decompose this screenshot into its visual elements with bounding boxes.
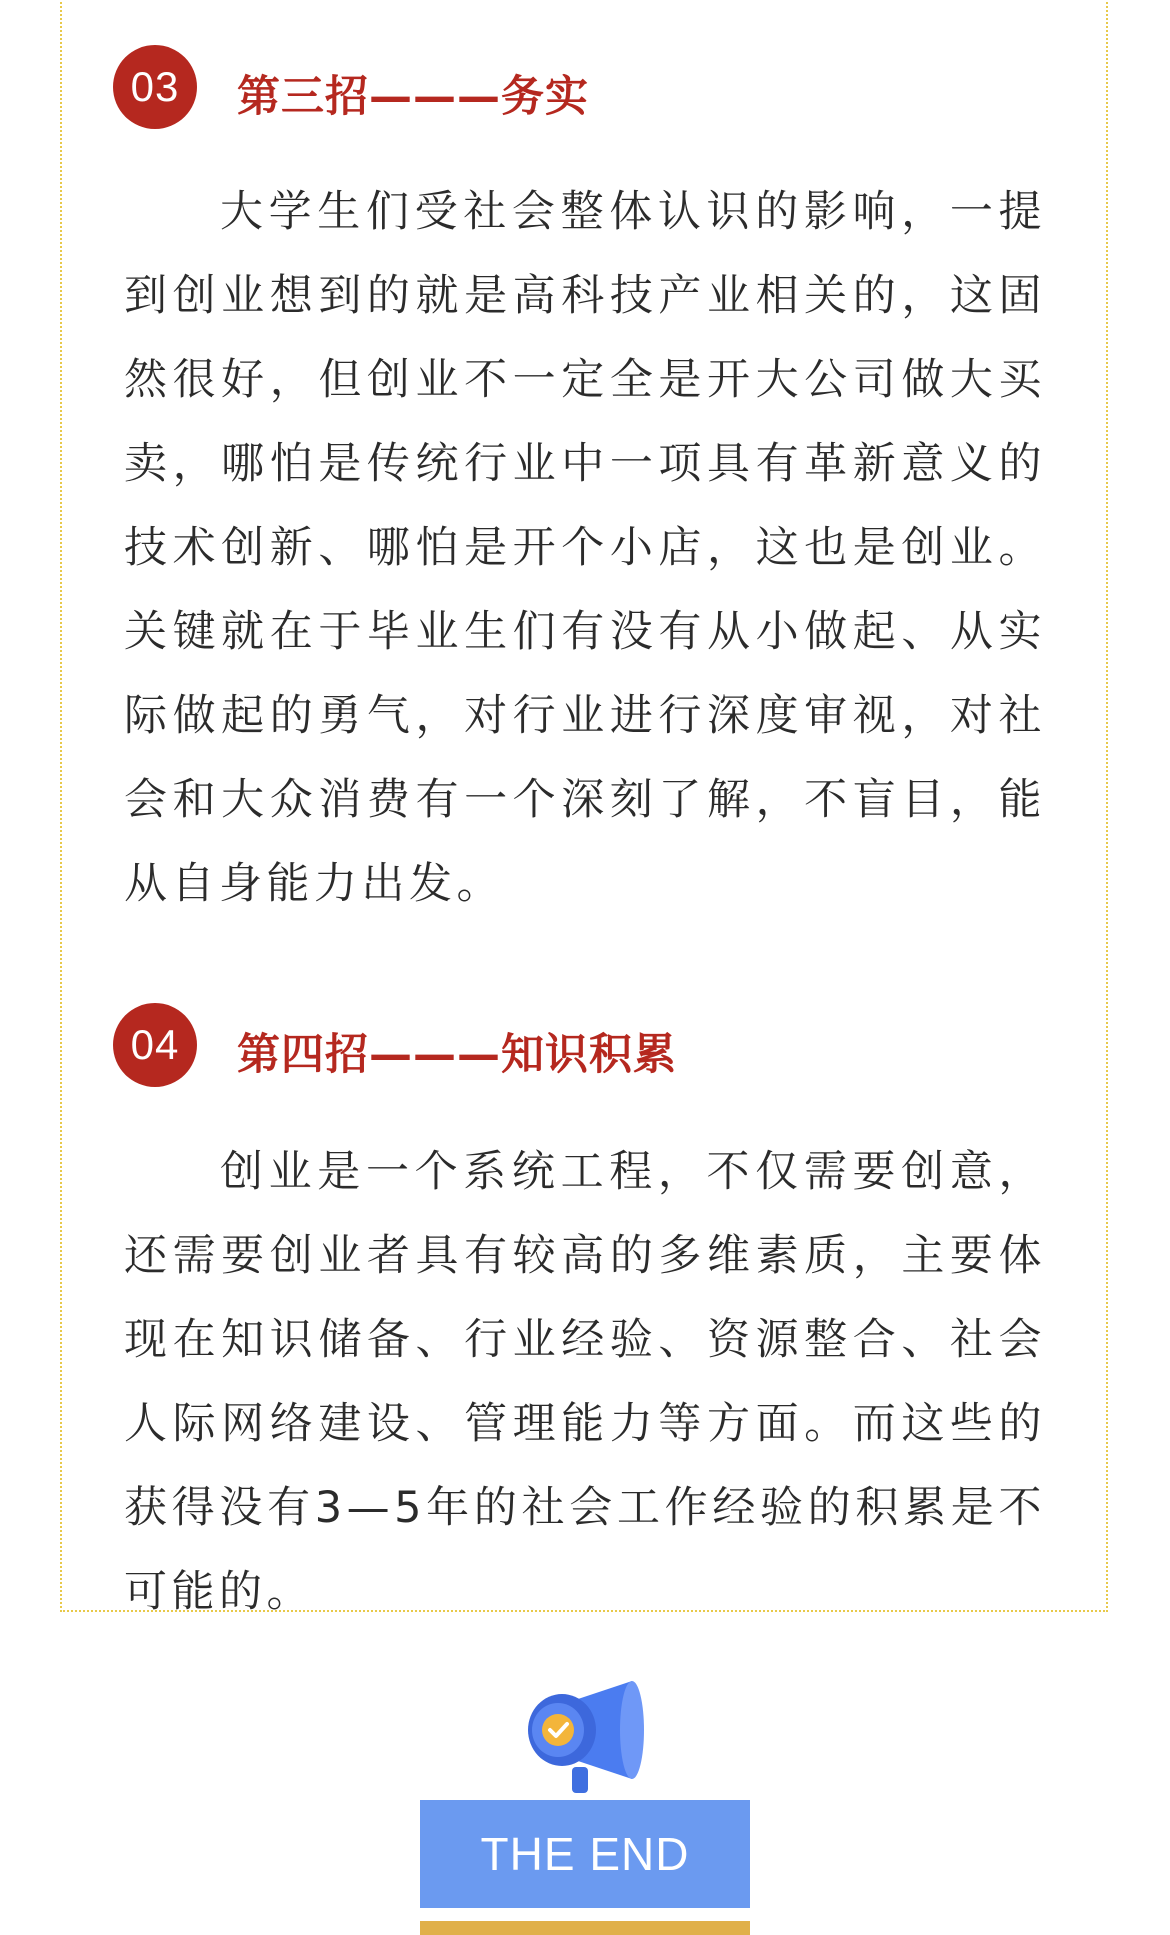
section-title: 第三招———务实 [237, 71, 589, 122]
end-decorative-strip [420, 1921, 750, 1935]
section-04-paragraph: 创业是一个系统工程，不仅需要创意，还需要创业者具有较高的多维素质，主要体现在知识储备、行业经验、资源整合、社会人际网络建设、管理能力等方面。而这些的获得没有3—5年的社会工作经验的积累是不可能的。 [124, 1147, 1046, 1617]
section-title: 第四招———知识积累 [237, 1029, 677, 1080]
section-number-badge: 03 [113, 45, 197, 129]
section-04-header [113, 1000, 677, 1090]
the-end-banner: THE END [420, 1800, 750, 1908]
section-number-badge: 04 [113, 1003, 197, 1087]
section-03-header [113, 42, 589, 132]
megaphone-icon [520, 1675, 650, 1800]
section-03-paragraph: 大学生们受社会整体认识的影响，一提到创业想到的就是高科技产业相关的，这固然很好，但创业不一定全是开大公司做大买卖，哪怕是传统行业中一项具有革新意义的技术创新、哪怕是开个小店，这也是创业。关键就在于毕业生们有没有从小做起、从实际做起的勇气，对行业进行深度审视，对社会和大众消费有一个深刻了解，不盲目，能从自身能力出发。 [124, 187, 1046, 909]
